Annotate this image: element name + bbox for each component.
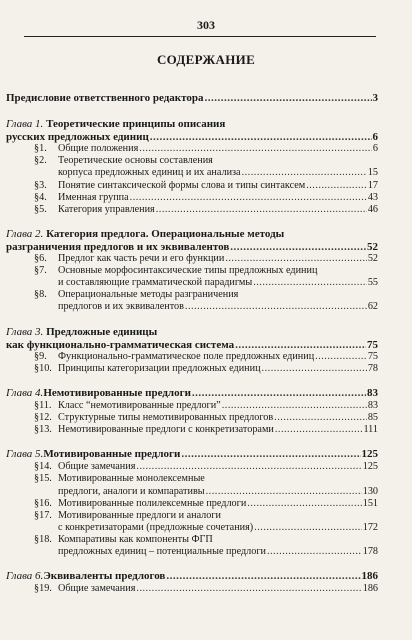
page-ref: 172 [362, 521, 378, 533]
section-number: §12. [34, 412, 52, 424]
chapter-block [6, 570, 378, 595]
toc-section[interactable] [6, 583, 378, 595]
leader-dots [166, 570, 360, 582]
page-ref: 6 [372, 143, 378, 155]
preface-label: Предисловие ответственного редактора [6, 92, 204, 104]
section-number: §4. [34, 191, 47, 203]
chapter-title-text: разграничения предлогов и их эквивалентов [6, 240, 230, 253]
section-number: §17. [34, 509, 52, 521]
toc-section[interactable] [6, 277, 378, 289]
page-ref: 75 [367, 338, 378, 351]
leader-dots [242, 167, 367, 179]
leader-dots [185, 301, 367, 313]
chapter-title-text: как функционально-грамматическая система [6, 338, 235, 351]
leader-dots [222, 400, 367, 412]
toc-section[interactable] [6, 534, 378, 546]
chapter-title-text: Категория предлога. Операциональные методы [46, 227, 285, 240]
chapter-heading[interactable] [6, 326, 378, 338]
page-ref: 3 [372, 92, 378, 104]
leader-dots [205, 92, 372, 104]
section-title: Принципы категоризации предложных единиц [58, 362, 261, 374]
page-ref: 125 [361, 448, 378, 461]
section-number: §8. [34, 289, 47, 301]
section-title: Класс “немотивированные предлоги” [58, 399, 221, 411]
section-number: §19. [34, 583, 52, 595]
chapter-heading[interactable] [6, 131, 378, 143]
page-ref: 85 [367, 412, 378, 424]
section-title: Общие замечания [58, 583, 136, 595]
toc-section[interactable] [6, 204, 378, 216]
chapter-prefix: Глава 2. [6, 227, 47, 240]
leader-dots [315, 351, 367, 363]
leader-dots [274, 412, 367, 424]
chapter-heading[interactable] [6, 241, 378, 253]
section-title: Немотивированные предлоги с конкретизаторами [58, 424, 274, 436]
toc-preface[interactable] [6, 92, 378, 104]
toc-section[interactable] [6, 351, 378, 363]
toc-section[interactable] [6, 400, 378, 412]
table-of-contents [6, 92, 378, 607]
page-ref: 43 [367, 191, 378, 203]
leader-dots [253, 277, 367, 289]
chapter-title-text: Предложные единицы [46, 325, 158, 338]
section-number: §15. [34, 473, 52, 485]
section-title: Основные морфосинтаксические типы предложных единиц [58, 265, 318, 277]
toc-section[interactable] [6, 412, 378, 424]
page-ref: 151 [362, 497, 378, 509]
toc-section[interactable] [6, 461, 378, 473]
leader-dots [206, 486, 362, 498]
leader-dots [247, 498, 361, 510]
chapter-heading[interactable] [6, 387, 378, 399]
leader-dots [230, 241, 366, 253]
page-ref: 17 [367, 179, 378, 191]
section-title: Мотивированные полилексемные предлоги [58, 497, 247, 509]
section-title: с конкретизаторами (предложные сочетания) [58, 521, 254, 533]
page-ref: 83 [367, 399, 378, 411]
section-title: корпуса предложных единиц и их анализа [58, 167, 241, 179]
page-number: 303 [197, 18, 215, 32]
toc-section[interactable] [6, 522, 378, 534]
section-number: §10. [34, 362, 52, 374]
leader-dots [136, 583, 361, 595]
chapter-block [6, 228, 378, 314]
chapter-block [6, 118, 378, 216]
section-title: Предлог как часть речи и его функции [58, 253, 225, 265]
leader-dots [262, 363, 367, 375]
section-title: Компаративы как компоненты ФГП [58, 533, 213, 545]
toc-section[interactable] [6, 143, 378, 155]
section-title: и составляющие грамматической парадигмы [58, 277, 253, 289]
section-title: Категория управления [58, 203, 155, 215]
chapter-list [6, 118, 378, 595]
page-ref: 178 [362, 546, 378, 557]
section-title: Мотивированные предлоги и аналоги [58, 509, 221, 521]
page-ref: 125 [362, 461, 378, 473]
chapter-prefix: Глава 4. [6, 386, 44, 399]
section-title: предложных единиц – потенциальные предлоги [58, 546, 266, 557]
chapter-title-text: Мотивированные предлоги [43, 448, 181, 461]
toc-section[interactable] [6, 192, 378, 204]
page-ref: 83 [367, 386, 378, 399]
leader-dots [130, 192, 367, 204]
toc-section[interactable] [6, 424, 378, 436]
section-title: предлоги, аналоги и компаративы [58, 485, 205, 497]
leader-dots [150, 131, 372, 143]
toc-section[interactable] [6, 486, 378, 498]
page-ref: 52 [367, 240, 378, 253]
leader-dots [235, 339, 366, 351]
chapter-prefix: Глава 3. [6, 325, 47, 338]
page-ref: 78 [367, 362, 378, 374]
chapter-title-text: Эквиваленты предлогов [43, 570, 166, 583]
toc-section[interactable] [6, 363, 378, 375]
chapter-heading[interactable] [6, 448, 378, 460]
section-title: Функционально-грамматическое поле предложных единиц [58, 350, 315, 362]
header-rule [24, 36, 376, 37]
page-ref: 52 [367, 253, 378, 265]
page-ref: 62 [367, 301, 378, 313]
page-ref: 55 [367, 277, 378, 289]
page-ref: 46 [367, 203, 378, 215]
section-title: Теоретические основы составления [58, 155, 213, 167]
page-ref: 186 [362, 583, 378, 595]
leader-dots [181, 448, 360, 460]
leader-dots [275, 424, 363, 436]
section-number: §1. [34, 143, 47, 155]
page-ref: 75 [367, 350, 378, 362]
section-title: Общие замечания [58, 461, 136, 473]
page-ref: 15 [367, 167, 378, 179]
section-number: §3. [34, 179, 47, 191]
leader-dots [267, 546, 362, 558]
leader-dots [225, 253, 366, 265]
section-number: §9. [34, 350, 47, 362]
chapter-heading[interactable] [6, 118, 378, 130]
page-ref: 6 [372, 131, 378, 144]
toc-section[interactable] [6, 155, 378, 167]
section-title: Операциональные методы разграничения [58, 289, 239, 301]
leader-dots [136, 461, 361, 473]
section-title: Понятие синтаксической формы слова и типы синтаксем [58, 179, 306, 191]
section-title: Мотивированные монолексемные [58, 473, 205, 485]
toc-section[interactable] [6, 510, 378, 522]
section-number: §2. [34, 155, 47, 167]
page-ref: 186 [361, 570, 378, 583]
chapter-prefix: Глава 1. [6, 118, 47, 131]
chapter-heading[interactable] [6, 570, 378, 582]
page-title: СОДЕРЖАНИЕ [156, 52, 256, 67]
toc-section[interactable] [6, 289, 378, 301]
section-number: §18. [34, 533, 52, 545]
chapter-heading[interactable] [6, 339, 378, 351]
leader-dots [254, 522, 362, 534]
toc-section[interactable] [6, 180, 378, 192]
chapter-title-text: русских предложных единиц [6, 131, 149, 144]
section-number: §13. [34, 424, 52, 436]
chapter-block [6, 448, 378, 558]
section-title: Общие положения [58, 143, 139, 155]
toc-section[interactable] [6, 253, 378, 265]
section-number: §5. [34, 203, 47, 215]
chapter-block [6, 326, 378, 375]
leader-dots [139, 143, 372, 155]
leader-dots [156, 204, 367, 216]
leader-dots [192, 387, 366, 399]
chapter-title-text: Немотивированные предлоги [43, 386, 191, 399]
section-number: §11. [34, 399, 52, 411]
toc-section[interactable] [6, 167, 378, 179]
toc-section[interactable] [6, 473, 378, 485]
section-number: §7. [34, 265, 47, 277]
section-number: §16. [34, 497, 52, 509]
chapter-prefix: Глава 6. [6, 570, 44, 583]
section-title: Структурные типы немотивированных предлогов [58, 412, 274, 424]
chapter-heading[interactable] [6, 228, 378, 240]
toc-section[interactable] [6, 546, 378, 558]
page-ref: 111 [363, 424, 378, 436]
page-ref: 130 [362, 485, 378, 497]
section-title: предлогов и их эквивалентов [58, 301, 184, 313]
leader-dots [306, 180, 367, 192]
toc-section[interactable] [6, 301, 378, 313]
section-number: §14. [34, 461, 52, 473]
chapter-prefix: Глава 5. [6, 448, 44, 461]
section-title: Именная группа [58, 191, 129, 203]
section-number: §6. [34, 253, 47, 265]
toc-section[interactable] [6, 498, 378, 510]
chapter-title-text: Теоретические принципы описания [46, 118, 226, 131]
toc-section[interactable] [6, 265, 378, 277]
chapter-block [6, 387, 378, 436]
